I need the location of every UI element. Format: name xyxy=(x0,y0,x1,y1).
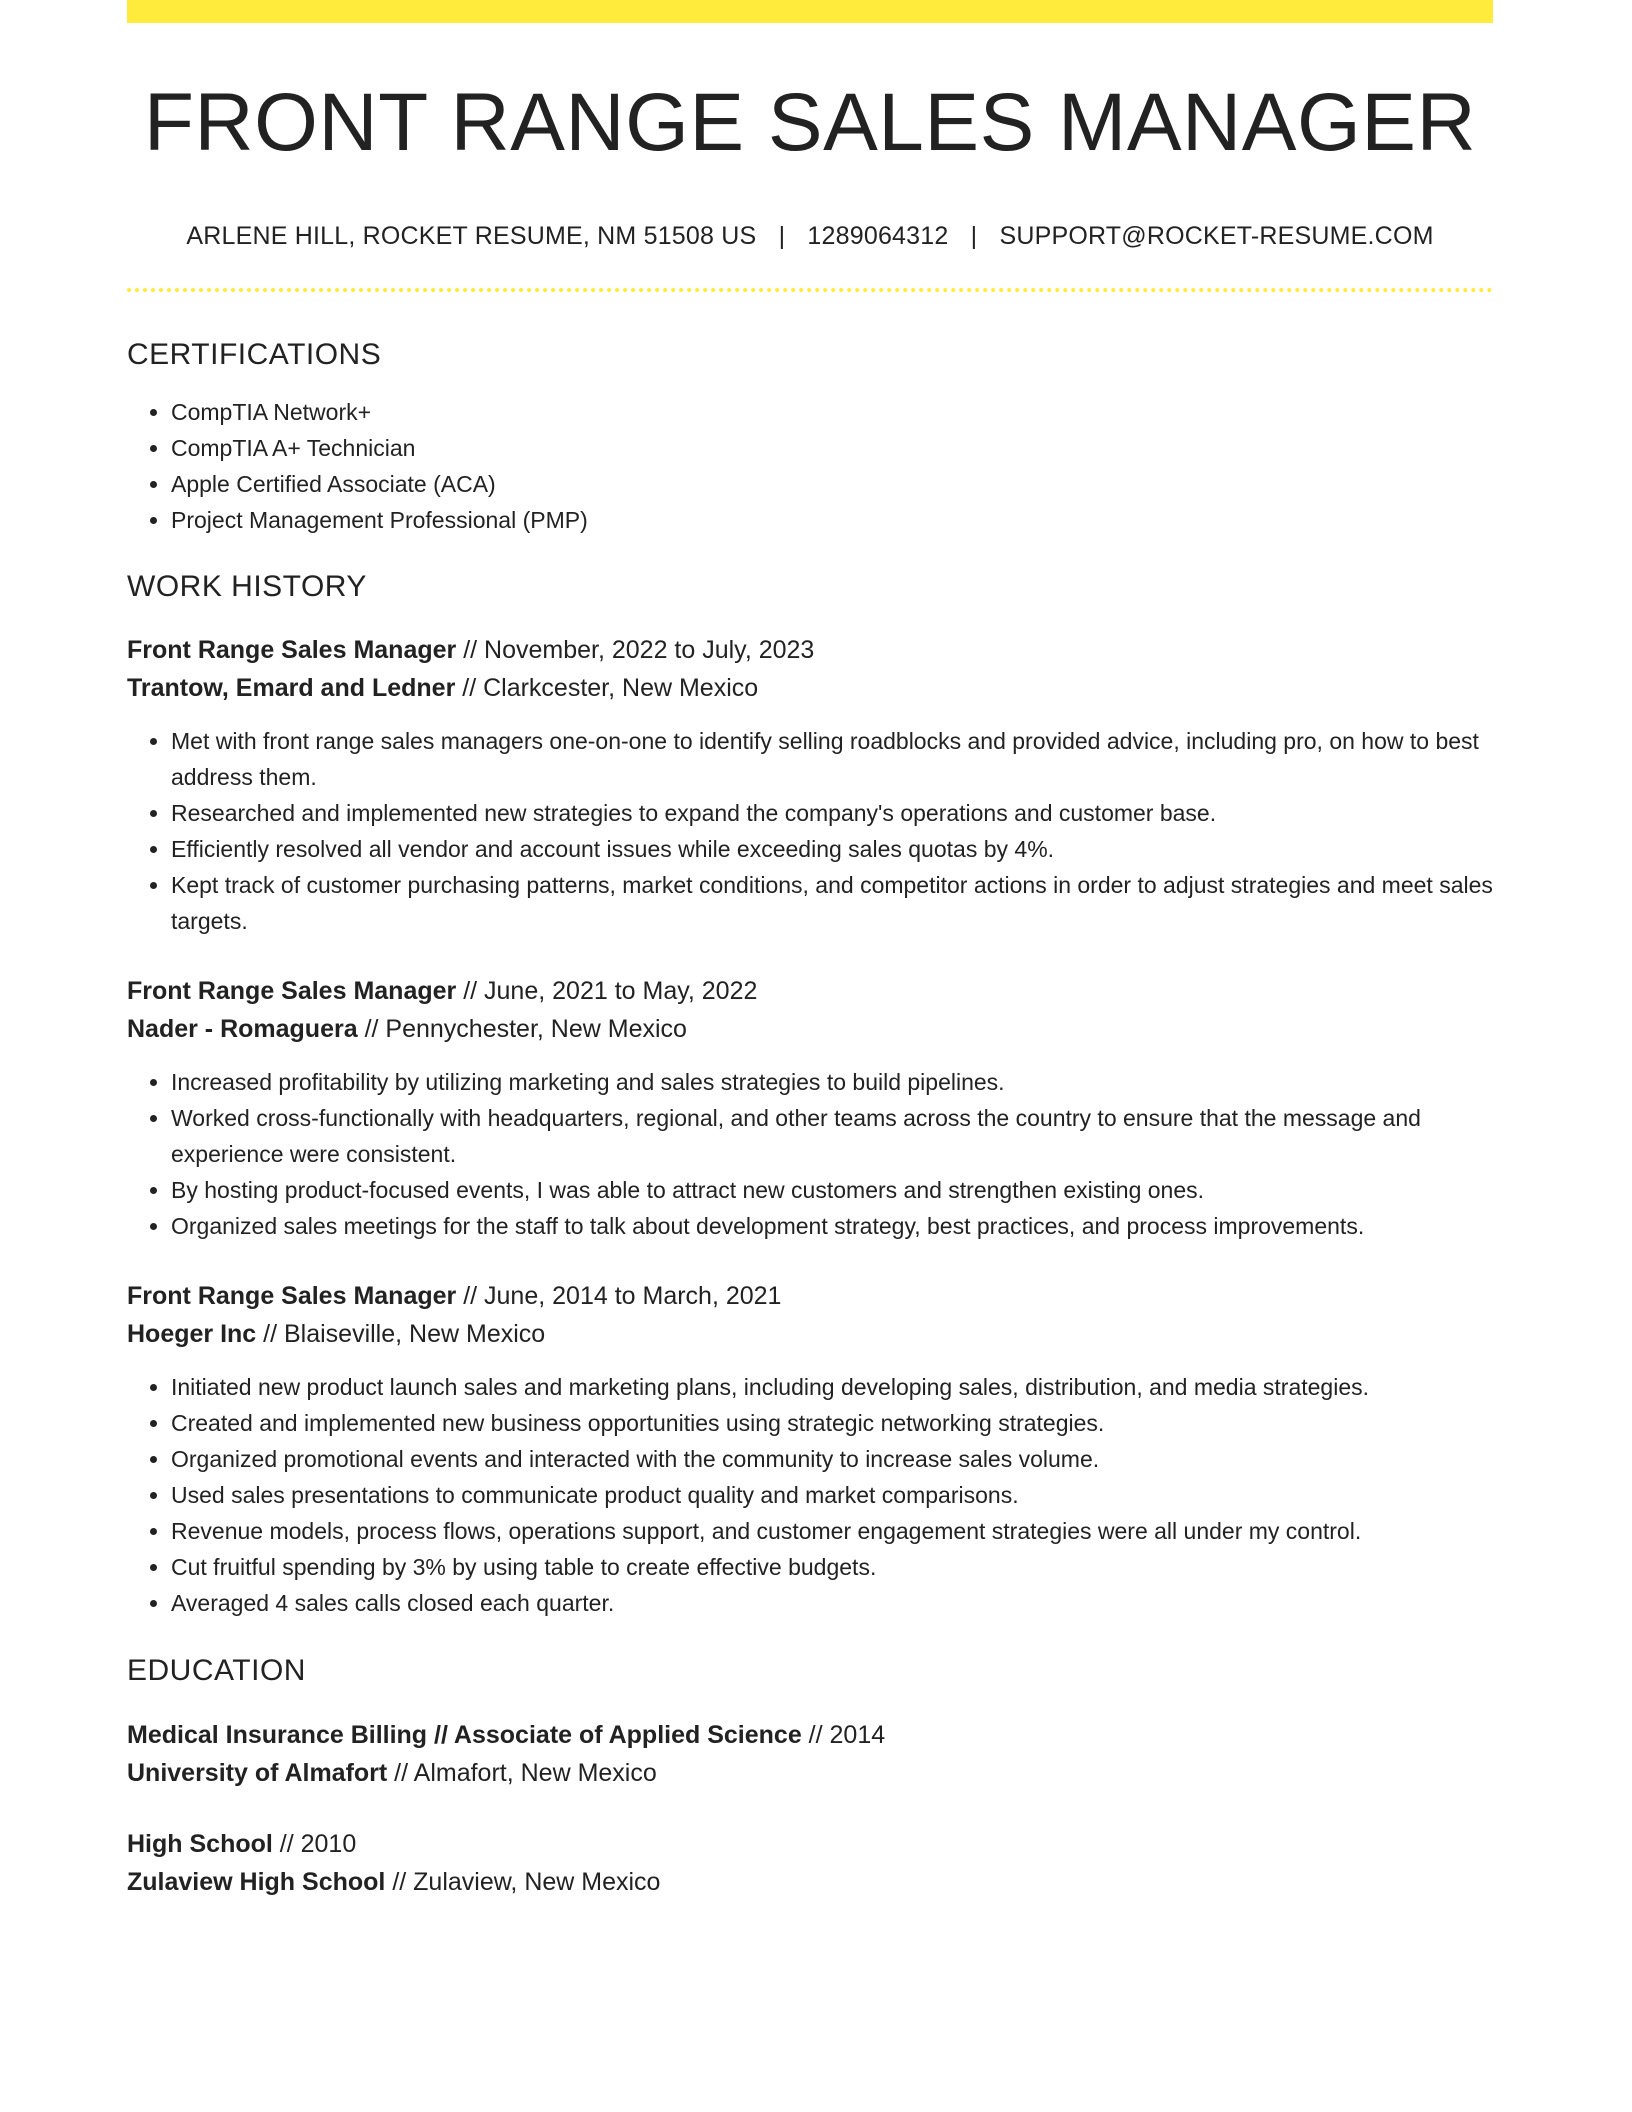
education-school: University of Almafort xyxy=(127,1759,388,1788)
education-school-line xyxy=(127,1754,1493,1792)
contact-address: ARLENE HILL, ROCKET RESUME, NM 51508 US xyxy=(186,222,757,251)
job-bullet: • Kept track of customer purchasing patterns, market conditions, and competitor actions in order to adjust strategies and meet sales targets. xyxy=(171,867,1493,939)
job-bullets xyxy=(127,1064,1493,1244)
job-bullet: • Averaged 4 sales calls closed each quarter. xyxy=(171,1585,1493,1621)
job-location: // Pennychester, New Mexico xyxy=(357,1015,687,1044)
job-bullet: • Used sales presentations to communicate product quality and market comparisons. xyxy=(171,1477,1493,1513)
job-location: // Blaiseville, New Mexico xyxy=(256,1320,546,1349)
job-company: Nader - Romaguera xyxy=(127,1015,358,1044)
job-bullet: • Cut fruitful spending by 3% by using table to create effective budgets. xyxy=(171,1549,1493,1585)
job-bullet: • Increased profitability by utilizing marketing and sales strategies to build pipelines. xyxy=(171,1064,1493,1100)
top-accent-bar xyxy=(127,0,1493,23)
education-location: // Zulaview, New Mexico xyxy=(385,1868,661,1897)
contact-email: SUPPORT@ROCKET-RESUME.COM xyxy=(999,222,1434,251)
job-title: Front Range Sales Manager xyxy=(127,1282,457,1311)
job-dates: // June, 2021 to May, 2022 xyxy=(456,977,758,1006)
job-bullet: • Worked cross-functionally with headquarters, regional, and other teams across the country to ensure that the message and experience were consistent. xyxy=(171,1100,1493,1172)
job-bullet: • Efficiently resolved all vendor and account issues while exceeding sales quotas by 4%. xyxy=(171,831,1493,867)
certification-item: • CompTIA Network+ xyxy=(171,394,1493,430)
job-dates: // November, 2022 to July, 2023 xyxy=(456,636,815,665)
job-title: Front Range Sales Manager xyxy=(127,636,457,665)
job-entry xyxy=(127,631,1493,939)
certifications-list xyxy=(127,394,1493,538)
job-dates: // June, 2014 to March, 2021 xyxy=(456,1282,782,1311)
education-school: Zulaview High School xyxy=(127,1868,386,1897)
job-bullet: • Met with front range sales managers one-on-one to identify selling roadblocks and provided advice, including pro, on how to best address them. xyxy=(171,723,1493,795)
education-degree-line xyxy=(127,1825,1493,1863)
dotted-divider xyxy=(127,288,1493,292)
certification-item: • Project Management Professional (PMP) xyxy=(171,502,1493,538)
job-bullet: • Revenue models, process flows, operations support, and customer engagement strategies were all under my control. xyxy=(171,1513,1493,1549)
education-degree-line xyxy=(127,1716,1493,1754)
job-title-line xyxy=(127,1277,1493,1315)
job-location: // Clarkcester, New Mexico xyxy=(455,674,759,703)
job-bullet: • Organized promotional events and interacted with the community to increase sales volume. xyxy=(171,1441,1493,1477)
job-bullet: • By hosting product-focused events, I was able to attract new customers and strengthen existing ones. xyxy=(171,1172,1493,1208)
education-degree: High School xyxy=(127,1830,273,1859)
job-bullet: • Initiated new product launch sales and marketing plans, including developing sales, distribution, and media strategies. xyxy=(171,1369,1493,1405)
education-school-line xyxy=(127,1863,1493,1901)
job-bullets xyxy=(127,723,1493,939)
education-year: // 2014 xyxy=(801,1721,886,1750)
job-bullet: • Researched and implemented new strategies to expand the company's operations and customer base. xyxy=(171,795,1493,831)
certification-item: • Apple Certified Associate (ACA) xyxy=(171,466,1493,502)
education-degree: Medical Insurance Billing // Associate of Applied Science xyxy=(127,1721,802,1750)
work-history-heading: WORK HISTORY xyxy=(127,570,367,604)
job-company-line xyxy=(127,1010,1493,1048)
education-entry xyxy=(127,1716,1493,1792)
job-title: Front Range Sales Manager xyxy=(127,977,457,1006)
job-title-line xyxy=(127,972,1493,1010)
education-year: // 2010 xyxy=(272,1830,357,1859)
job-company-line xyxy=(127,669,1493,707)
contact-separator: | xyxy=(778,222,786,251)
education-entry xyxy=(127,1825,1493,1901)
job-company: Trantow, Emard and Ledner xyxy=(127,674,456,703)
job-bullet: • Organized sales meetings for the staff to talk about development strategy, best practices, and process improvements. xyxy=(171,1208,1493,1244)
certification-item: • CompTIA A+ Technician xyxy=(171,430,1493,466)
resume-title: FRONT RANGE SALES MANAGER xyxy=(143,77,1477,168)
contact-separator: | xyxy=(970,222,978,251)
job-bullets xyxy=(127,1369,1493,1621)
education-heading: EDUCATION xyxy=(127,1654,306,1688)
education-location: // Almafort, New Mexico xyxy=(387,1759,657,1788)
job-company-line xyxy=(127,1315,1493,1353)
certifications-heading: CERTIFICATIONS xyxy=(127,338,382,372)
job-bullet: • Created and implemented new business opportunities using strategic networking strategies. xyxy=(171,1405,1493,1441)
job-title-line xyxy=(127,631,1493,669)
contact-line xyxy=(127,222,1493,251)
job-company: Hoeger Inc xyxy=(127,1320,257,1349)
resume-page xyxy=(127,0,1493,1901)
contact-phone: 1289064312 xyxy=(807,222,949,251)
job-entry xyxy=(127,1277,1493,1621)
job-entry xyxy=(127,972,1493,1244)
